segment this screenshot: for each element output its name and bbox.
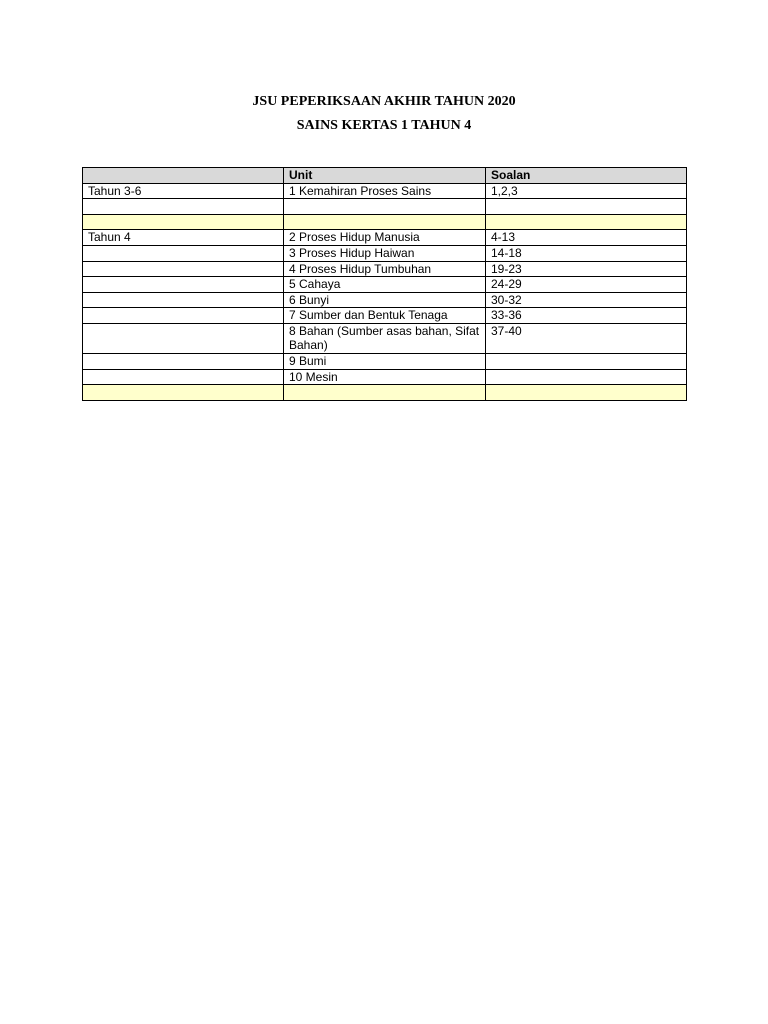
- table-header-row: [83, 168, 687, 184]
- table-row-highlight: [83, 385, 687, 401]
- cell-year: [83, 277, 284, 293]
- table-row: [83, 369, 687, 385]
- cell-unit: 10 Mesin: [284, 369, 486, 385]
- table-row: [83, 230, 687, 246]
- cell-year: [83, 323, 284, 353]
- cell-unit: 8 Bahan (Sumber asas bahan, Sifat Bahan): [284, 323, 486, 353]
- cell-soalan: 1,2,3: [486, 183, 687, 199]
- cell-unit: 4 Proses Hidup Tumbuhan: [284, 261, 486, 277]
- document-title: JSU PEPERIKSAAN AKHIR TAHUN 2020: [252, 94, 516, 109]
- table-row: [83, 183, 687, 199]
- cell-year: [83, 261, 284, 277]
- cell-unit: 6 Bunyi: [284, 292, 486, 308]
- cell-unit: 2 Proses Hidup Manusia: [284, 230, 486, 246]
- cell-year: [83, 369, 284, 385]
- cell-year: [83, 292, 284, 308]
- table-row: [83, 308, 687, 324]
- cell-soalan: 14-18: [486, 245, 687, 261]
- header-unit: Unit: [284, 168, 486, 184]
- document-subtitle: SAINS KERTAS 1 TAHUN 4: [296, 118, 472, 133]
- table-row: [83, 199, 687, 215]
- cell-year: [83, 353, 284, 369]
- cell-unit: 3 Proses Hidup Haiwan: [284, 245, 486, 261]
- header-soalan: Soalan: [486, 168, 687, 184]
- table-row: [83, 323, 687, 353]
- table-row: [83, 292, 687, 308]
- table-row: [83, 353, 687, 369]
- cell-soalan: [486, 369, 687, 385]
- cell-soalan: [486, 214, 687, 230]
- cell-year: [83, 199, 284, 215]
- cell-year: [83, 245, 284, 261]
- header-year: [83, 168, 284, 184]
- cell-unit: [284, 199, 486, 215]
- cell-year: [83, 308, 284, 324]
- table-row-highlight: [83, 214, 687, 230]
- cell-soalan: 4-13: [486, 230, 687, 246]
- cell-unit: 9 Bumi: [284, 353, 486, 369]
- cell-year: [83, 214, 284, 230]
- cell-soalan: 37-40: [486, 323, 687, 353]
- cell-soalan: [486, 353, 687, 369]
- cell-unit: 5 Cahaya: [284, 277, 486, 293]
- cell-soalan: 33-36: [486, 308, 687, 324]
- cell-year: Tahun 3-6: [83, 183, 284, 199]
- jsu-table: [82, 167, 687, 401]
- cell-unit: [284, 214, 486, 230]
- cell-unit: 7 Sumber dan Bentuk Tenaga: [284, 308, 486, 324]
- cell-soalan: 19-23: [486, 261, 687, 277]
- table-row: [83, 261, 687, 277]
- cell-year: Tahun 4: [83, 230, 284, 246]
- cell-soalan: 30-32: [486, 292, 687, 308]
- cell-soalan: [486, 199, 687, 215]
- cell-unit: [284, 385, 486, 401]
- cell-soalan: [486, 385, 687, 401]
- table-row: [83, 277, 687, 293]
- cell-year: [83, 385, 284, 401]
- cell-unit: 1 Kemahiran Proses Sains: [284, 183, 486, 199]
- cell-soalan: 24-29: [486, 277, 687, 293]
- table-row: [83, 245, 687, 261]
